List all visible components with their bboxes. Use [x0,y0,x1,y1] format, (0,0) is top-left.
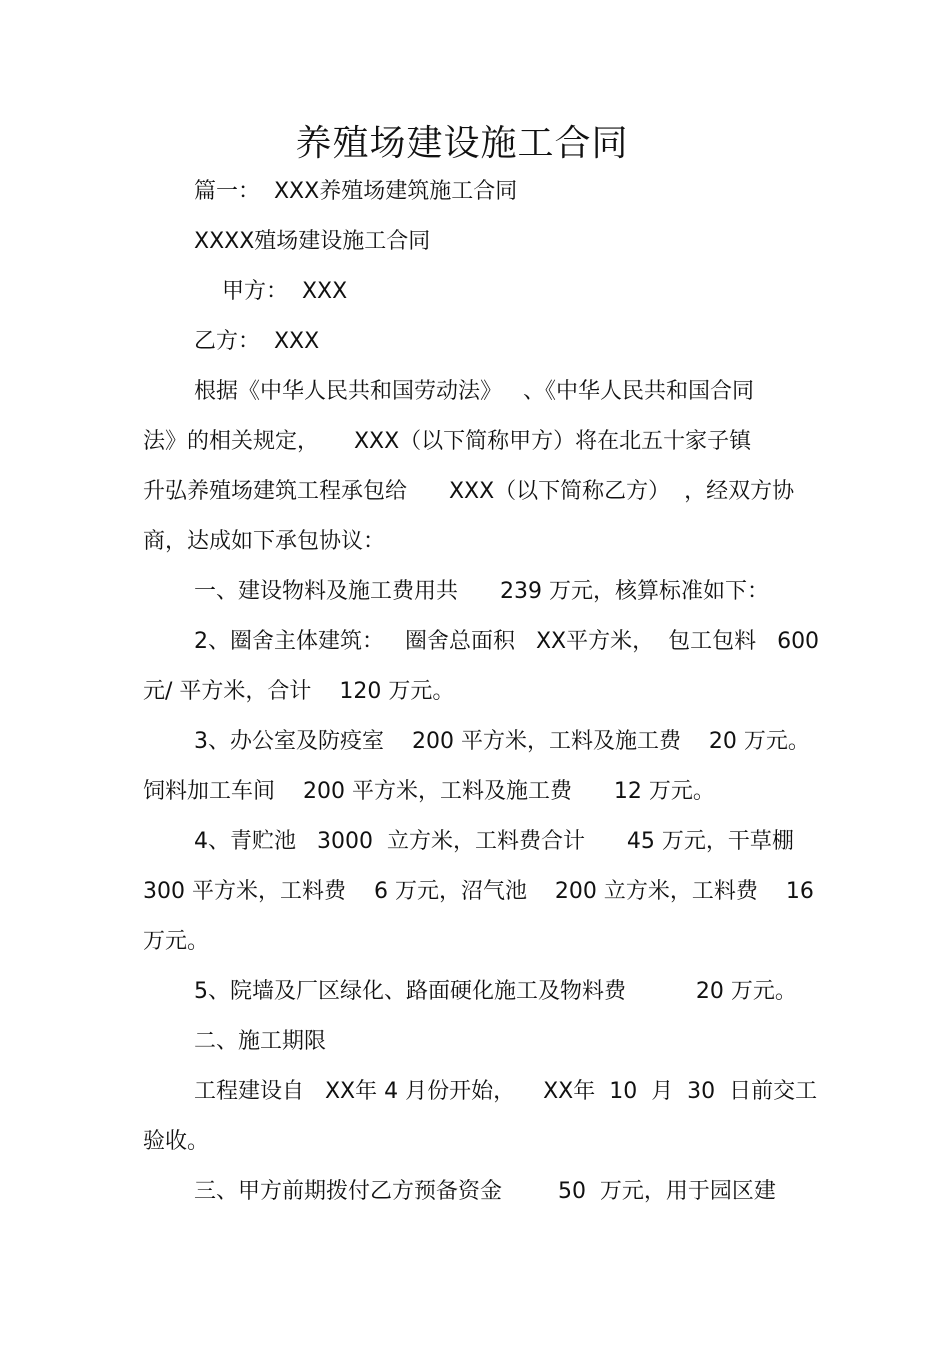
paragraph-line: 商，达成如下承包协议： [143,529,386,554]
party-a-line: 甲方： XXX [222,279,348,304]
clause-line: 300 平方米，工料费 6 万元，沼气池 200 立方米，工料费 16 [143,879,814,904]
clause-line: 3、办公室及防疫室 200 平方米，工料及施工费 20 万元。 [194,729,810,754]
section-heading: 二、施工期限 [194,1029,327,1054]
document-title: 养殖场建设施工合同 [295,123,629,164]
clause-line: 4、青贮池 3000 立方米，工料费合计 45 万元，干草棚 [194,829,794,854]
party-b-line: 乙方： XXX [194,329,320,354]
paragraph-line: 升弘养殖场建筑工程承包给 XXX（以下简称乙方） ，经双方协 [143,479,795,504]
clause-line: 2、圈舍主体建筑： 圈舍总面积 XX平方米， 包工包料 600 [194,629,820,654]
clause-line: 元/ 平方米，合计 120 万元。 [143,679,455,704]
clause-line: 5、院墙及厂区绿化、路面硬化施工及物料费 20 万元。 [194,979,797,1004]
paragraph-line: 三、甲方前期拨付乙方预备资金 50 万元，用于园区建 [194,1179,776,1204]
paragraph-line: 验收。 [143,1129,210,1154]
contract-name-line: XXXX殖场建设施工合同 [194,229,431,254]
clause-line: 一、建设物料及施工费用共 239 万元，核算标准如下： [194,579,769,604]
clause-line: 饲料加工车间 200 平方米，工料及施工费 12 万元。 [143,779,715,804]
paragraph-line: 根据《中华人民共和国劳动法》 、《中华人民共和国合同 [194,379,754,404]
subtitle-line: 篇一： XXX养殖场建筑施工合同 [194,179,518,204]
paragraph-line: 法》的相关规定， XXX（以下简称甲方）将在北五十家子镇 [143,429,752,454]
clause-line: 万元。 [143,929,210,954]
paragraph-line: 工程建设自 XX年 4 月份开始， XX年 10 月 30 日前交工 [194,1079,818,1104]
